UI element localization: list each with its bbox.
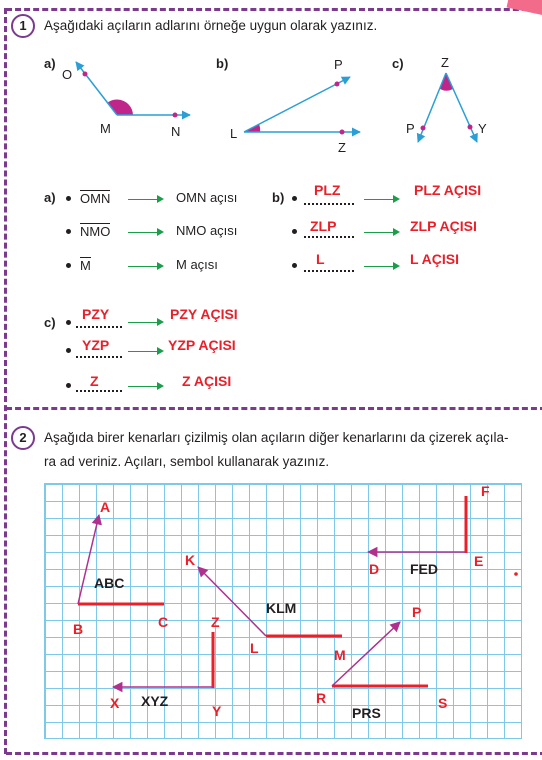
point-l-label: L [250, 640, 259, 656]
ray-lk-drawn [198, 567, 266, 636]
part-a-row2-name: NMO açısı [176, 223, 238, 238]
point-f-label: F [481, 483, 490, 499]
point-r-label: R [316, 690, 327, 706]
part-b-row1-name-answer: PLZ AÇISI [414, 182, 482, 198]
part-b-row3-name-answer: L AÇISI [410, 251, 460, 267]
part-c-tag: c) [44, 315, 56, 330]
figure-b-point-z: Z [338, 140, 346, 155]
figure-b-tag: b) [216, 56, 229, 71]
part-b-row2-name-answer: ZLP AÇISI [410, 218, 477, 234]
point-y-label: Y [212, 703, 222, 719]
part-c-row2-name-answer: YZP AÇISI [168, 337, 236, 353]
part-a-row1-name: OMN açısı [176, 190, 238, 205]
point-z-label: Z [211, 614, 220, 630]
question-2-instruction-line1: Aşağıda birer kenarları çizilmiş olan açıların diğer kenarlarını da çizerek açıla- [44, 430, 509, 445]
point-c-label: C [158, 614, 169, 630]
figure-c-point-p: P [406, 121, 415, 136]
part-b-row2-symbol-answer: ZLP [310, 218, 337, 234]
figure-a-tag: a) [44, 56, 56, 71]
angle-fed-name: FED [410, 561, 438, 577]
angle-xyz-name: XYZ [141, 693, 169, 709]
part-b-tag: b) [272, 190, 285, 205]
question-1-number: 1 [11, 14, 35, 38]
part-c-row1-symbol-answer: PZY [82, 306, 110, 322]
part-a-row2-symbol: NMO [80, 224, 111, 239]
point-p-label: P [412, 604, 422, 620]
part-b-row1-symbol-answer: PLZ [314, 182, 341, 198]
part-a-tag: a) [44, 190, 56, 205]
part-b-row3-symbol-answer: L [316, 251, 325, 267]
part-c-row3-symbol-answer: Z [90, 373, 99, 389]
figure-a-point-n: N [171, 124, 181, 139]
figure-a-vertex-m: M [100, 121, 111, 136]
part-a-row1-symbol: OMN [80, 191, 111, 206]
point-s-label: S [438, 695, 448, 711]
figure-a-point-o: O [62, 67, 73, 82]
point-m-label: M [334, 647, 346, 663]
stray-dot [514, 572, 518, 576]
figure-b-point-p: P [334, 57, 343, 72]
point-k-label: K [185, 552, 196, 568]
part-a-row3-name: M açısı [176, 257, 218, 272]
question-1-instruction: Aşağıdaki açıların adlarını örneğe uygun olarak yazınız. [44, 18, 378, 33]
figure-b-vertex-l: L [230, 126, 238, 141]
figure-c-tag: c) [392, 56, 404, 71]
question-2-instruction-line2: ra ad veriniz. Açıları, sembol kullanarak yazınız. [44, 454, 330, 469]
point-e-label: E [474, 553, 484, 569]
angle-prs-name: PRS [352, 705, 381, 721]
figure-c-vertex-z: Z [441, 55, 449, 70]
point-d-label: D [369, 561, 380, 577]
part-a-row3-symbol: M [80, 258, 91, 273]
figure-c-point-y: Y [478, 121, 487, 136]
point-b-label: B [73, 621, 84, 637]
point-x-label: X [110, 695, 120, 711]
point-a-label: A [100, 499, 111, 515]
part-c-row1-name-answer: PZY AÇISI [170, 306, 238, 322]
part-c-row2-symbol-answer: YZP [82, 337, 110, 353]
angle-abc-name: ABC [94, 575, 125, 591]
part-c-row3-name-answer: Z AÇISI [182, 373, 232, 389]
question-2-number: 2 [11, 426, 35, 450]
angle-klm-name: KLM [266, 600, 297, 616]
